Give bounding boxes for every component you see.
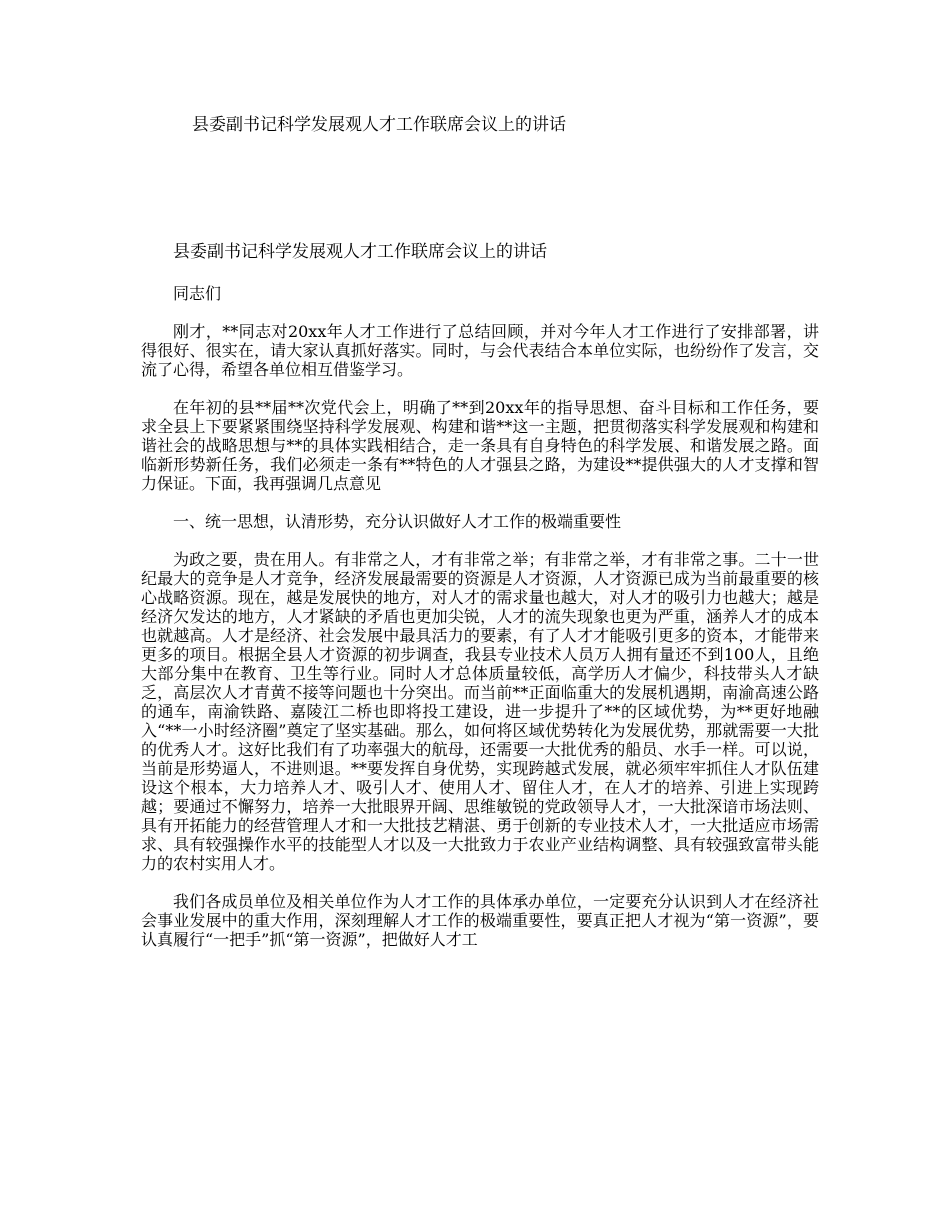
document-title: 县委副书记科学发展观人才工作联席会议上的讲话: [173, 242, 547, 262]
paragraph: 我们各成员单位及相关单位作为人才工作的具体承办单位，一定要充分认识到人才在经济社会事业发展中的重大作用，深刻理解人才工作的极端重要性，要真正把人才视为“第一资源”，要认真履行“一把手”抓“第一资源”，把做好人才工: [141, 892, 819, 949]
document-body: [141, 240, 819, 949]
paragraph: 刚才，**同志对20xx年人才工作进行了总结回顾，并对今年人才工作进行了安排部署，讲得很好、很实在，请大家认真抓好落实。同时，与会代表结合本单位实际，也纷纷作了发言，交流了心得，希望各单位相互借鉴学习。: [141, 322, 819, 379]
salutation: 同志们: [173, 284, 222, 303]
page-header-title: 县委副书记科学发展观人才工作联席会议上的讲话: [192, 115, 566, 135]
paragraph: 为政之要，贵在用人。有非常之人，才有非常之举；有非常之举，才有非常之事。二十一世纪最大的竞争是人才竞争，经济发展最需要的资源是人才资源，人才资源已成为当前最重要的核心战略资源。现在，越是发展快的地方，对人才的需求量也越大，对人才的吸引力也越大；越是经济欠发达的地方，人才紧缺的矛盾也更加尖锐，人才的流失现象也更为严重，涵养人才的成本也就越高。人才是经济、社会发展中最具活力的要素，有了人才才能吸引更多的资本，才能带来更多的项目。根据全县人才资源的初步调查，我县专业技术人员万人拥有量还不到100人，且绝大部分集中在教育、卫生等行业。同时人才总体质量较低，高学历人才偏少，科技带头人才缺乏，高层次人才青黄不接等问题也十分突出。而当前**正面临重大的发展机遇期，南渝高速公路的通车，南渝铁路、嘉陵江二桥也即将投工建设，进一步提升了**的区域优势，为**更好地融入“**一小时经济圈”奠定了坚实基础。那么，如何将区域优势转化为发展优势，那就需要一大批的优秀人才。这好比我们有了功率强大的航母，还需要一大批优秀的船员、水手一样。可以说，当前是形势逼人，不进则退。**要发挥自身优势，实现跨越式发展，就必须牢牢抓住人才队伍建设这个根本，大力培养人才、吸引人才、使用人才、留住人才，在人才的培养、引进上实现跨越；要通过不懈努力，培养一大批眼界开阔、思维敏锐的党政领导人才，一大批深谙市场法则、具有开拓能力的经营管理人才和一大批技艺精湛、勇于创新的专业技术人才，一大批适应市场需求、具有较强操作水平的技能型人才以及一大批致力于农业产业结构调整、具有较强致富带头能力的农村实用人才。: [141, 550, 819, 873]
section-heading: 一、统一思想，认清形势，充分认识做好人才工作的极端重要性: [173, 512, 622, 531]
paragraph: 在年初的县**届**次党代会上，明确了**到20xx年的指导思想、奋斗目标和工作任务，要求全县上下要紧紧围绕坚持科学发展观、构建和谐**这一主题，把贯彻落实科学发展观和构建和谐社会的战略思想与**的具体实践相结合，走一条具有自身特色的科学发展、和谐发展之路。面临新形势新任务，我们必须走一条有**特色的人才强县之路，为建设**提供强大的人才支撑和智力保证。下面，我再强调几点意见: [141, 398, 819, 493]
